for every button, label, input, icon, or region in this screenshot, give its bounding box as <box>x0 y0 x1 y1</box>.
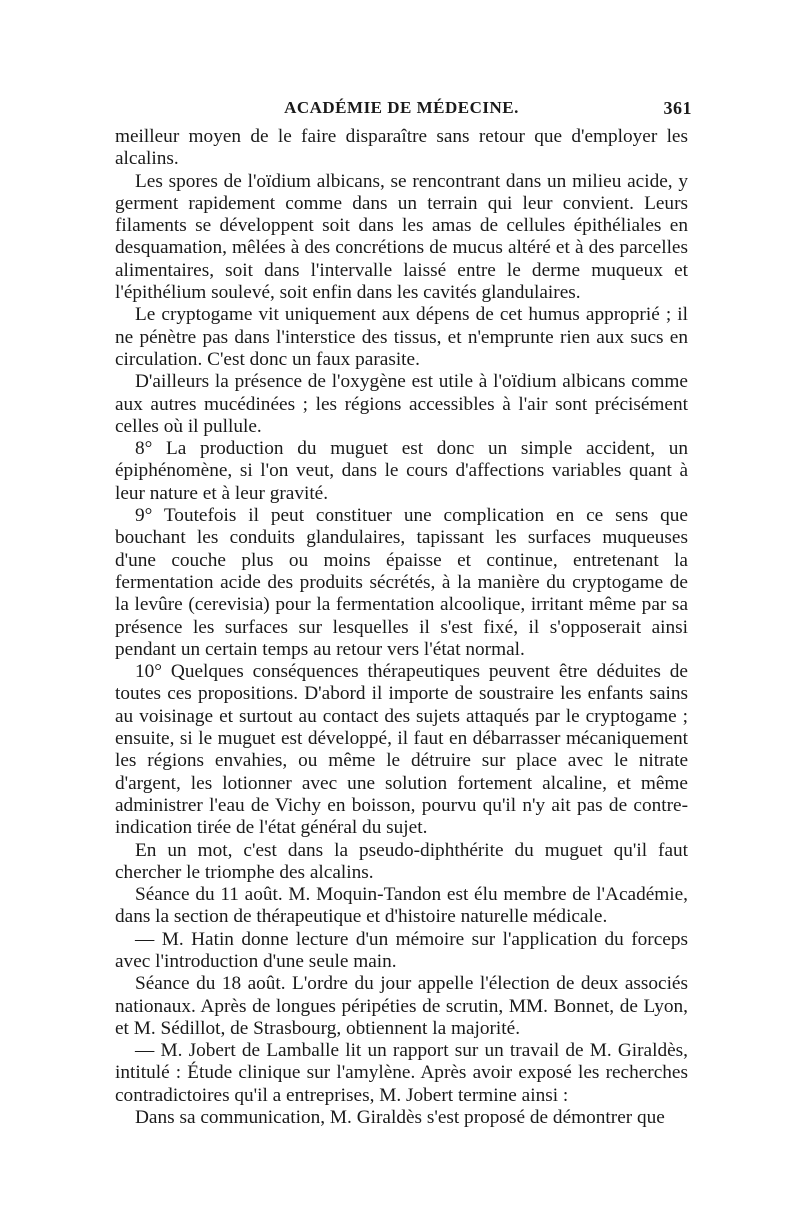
paragraph: meilleur moyen de le faire disparaître sans retour que d'employer les alcalins. <box>115 126 688 170</box>
page-number: 361 <box>663 98 692 118</box>
paragraph: Le cryptogame vit uniquement aux dépens de cet humus approprié ; il ne pénètre pas dans l'interstice des tissus, et n'emprunte rien aux sucs en circulation. C'est donc un faux parasite. <box>115 304 688 370</box>
paragraph: 10° Quelques conséquences thérapeutiques peuvent être déduites de toutes ces propositions. D'abord il importe de soustraire les enfants sains au voisinage et surtout au contact des sujets attaqués par le cryptogame ; ensuite, si le muguet est développé, il faut en débarrasser mécaniquement les régions envahies, ou même le détruire sur place avec le nitrate d'argent, les lotionner avec une solution fortement alcaline, et même administrer l'eau de Vichy en boisson, pourvu qu'il n'y ait pas de contre-indication tirée de l'état général du sujet. <box>115 661 688 839</box>
paragraph: Séance du 11 août. M. Moquin-Tandon est élu membre de l'Académie, dans la section de thérapeutique et d'histoire naturelle médicale. <box>115 884 688 928</box>
paragraph: — M. Jobert de Lamballe lit un rapport sur un travail de M. Giraldès, intitulé : Étude clinique sur l'amylène. Après avoir exposé les recherches contradictoires qu'il a entreprises, M. Jobert termine ainsi : <box>115 1040 688 1106</box>
paragraph: D'ailleurs la présence de l'oxygène est utile à l'oïdium albicans comme aux autres mucédinées ; les régions accessibles à l'air sont précisément celles où il pullule. <box>115 371 688 437</box>
paragraph: Séance du 18 août. L'ordre du jour appelle l'élection de deux associés nationaux. Après de longues péripéties de scrutin, MM. Bonnet, de Lyon, et M. Sédillot, de Strasbourg, obtiennent la majorité. <box>115 973 688 1039</box>
running-title: ACADÉMIE DE MÉDECINE. <box>284 98 519 117</box>
body-text <box>115 126 688 1129</box>
paragraph: Les spores de l'oïdium albicans, se rencontrant dans un milieu acide, y germent rapidement comme dans un terrain qui leur convient. Leurs filaments se développent soit dans les amas de cellules épithéliales en desquamation, mêlées à des concrétions de mucus altéré et à des parcelles alimentaires, soit dans l'intervalle laissé entre le derme muqueux et l'épithélium soulevé, soit enfin dans les cavités glandulaires. <box>115 170 688 304</box>
paragraph: En un mot, c'est dans la pseudo-diphthérite du muguet qu'il faut chercher le triomphe des alcalins. <box>115 839 688 883</box>
running-head <box>115 98 692 122</box>
paragraph: 8° La production du muguet est donc un simple accident, un épiphénomène, si l'on veut, dans le cours d'affections variables quant à leur nature et à leur gravité. <box>115 438 688 504</box>
paragraph: 9° Toutefois il peut constituer une complication en ce sens que bouchant les conduits glandulaires, tapissant les surfaces muqueuses d'une couche plus ou moins épaisse et continue, entretenant la fermentation acide des produits sécrétés, à la manière du cryptogame de la levûre (cerevisia) pour la fermentation alcoolique, irritant même par sa présence les surfaces sur lesquelles il s'est fixé, il s'opposerait ainsi pendant un certain temps au retour vers l'état normal. <box>115 505 688 660</box>
paragraph: — M. Hatin donne lecture d'un mémoire sur l'application du forceps avec l'introduction d'une seule main. <box>115 928 688 972</box>
paragraph: Dans sa communication, M. Giraldès s'est proposé de démontrer que <box>135 1107 665 1129</box>
